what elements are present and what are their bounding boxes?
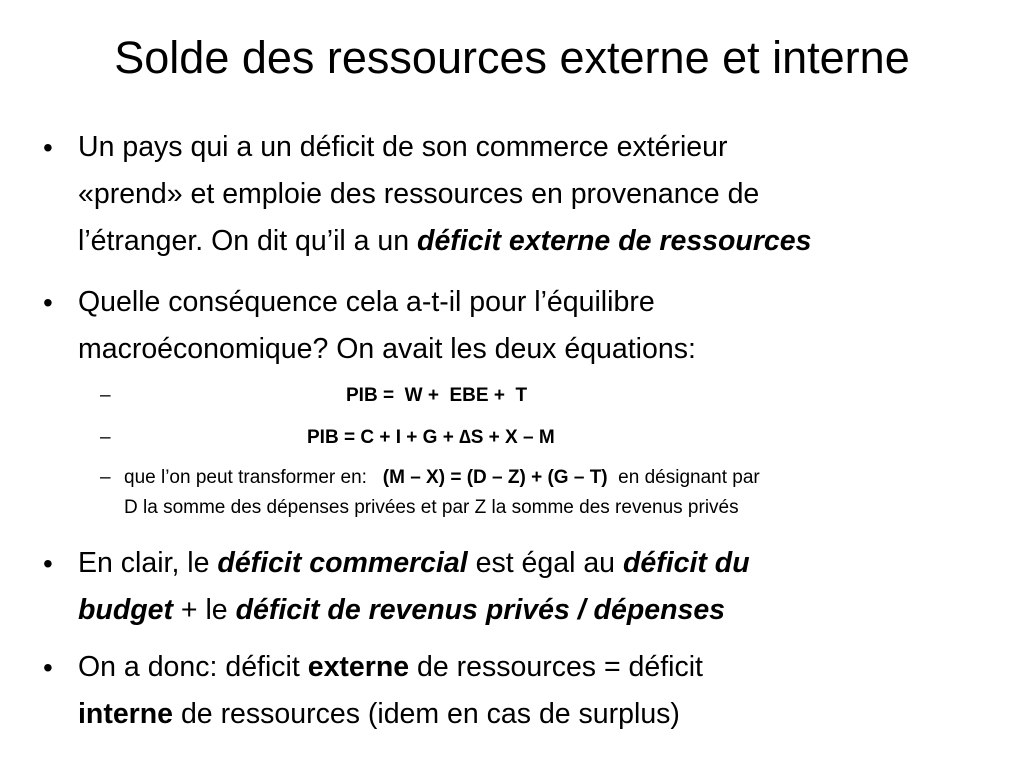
bullet-text-2 — [43, 279, 996, 373]
bullet-3-part-f: + le — [172, 594, 236, 626]
bullet-text-4 — [43, 644, 996, 738]
bullet-icon: • — [43, 287, 53, 318]
bullet-4-part-c: de ressources = déficit — [409, 651, 703, 683]
deficit-du-budget-emphasis-1: déficit du — [622, 547, 750, 579]
transformation-definition: D la somme des dépenses privées et par Z la somme des revenus privés — [124, 497, 739, 518]
bullet-item-3 — [43, 540, 996, 634]
bullet-2-line-2: macroéconomique? On avait les deux équations: — [78, 333, 696, 365]
bullet-icon: • — [43, 652, 53, 683]
bullet-4-part-e: de ressources (idem en cas de surplus) — [173, 698, 680, 730]
bullet-icon: • — [43, 548, 53, 579]
equation-pib-revenus: PIB = W + EBE + T — [346, 385, 528, 406]
deficit-externe-emphasis: déficit externe de ressources — [417, 225, 812, 257]
slide-title: Solde des ressources externe et interne — [114, 32, 910, 83]
dash-icon: – — [100, 427, 111, 448]
deficit-du-budget-emphasis-2: budget — [78, 594, 173, 626]
bullet-3-part-c: est égal au — [467, 547, 623, 579]
bullet-2-line-1: Quelle conséquence cela a-t-il pour l’équilibre — [78, 286, 655, 318]
equation-balance: (M – X) = (D – Z) + (G – T) — [382, 467, 608, 488]
bullet-3-part-a: En clair, le — [78, 547, 218, 579]
bullet-1-line-1: Un pays qui a un déficit de son commerce extérieur — [78, 131, 728, 163]
bullet-1-line-3: l’étranger. On dit qu’il a un — [78, 225, 418, 257]
externe-emphasis: externe — [307, 651, 410, 683]
bullet-item-2 — [43, 279, 996, 373]
deficit-revenus-prives-emphasis: déficit de revenus privés / dépenses — [235, 594, 726, 626]
bullet-text-3 — [43, 540, 996, 634]
sub-item-transformation — [100, 463, 996, 523]
dash-icon: – — [100, 385, 111, 406]
bullet-item-4 — [43, 644, 996, 738]
bullet-icon: • — [43, 132, 53, 163]
transformation-suffix: en désignant par — [607, 467, 760, 488]
bullet-1-line-2: «prend» et emploie des ressources en provenance de — [78, 178, 760, 210]
bullet-item-1 — [43, 124, 996, 265]
bullet-4-part-a: On a donc: déficit — [78, 651, 308, 683]
dash-icon: – — [100, 467, 111, 488]
deficit-commercial-emphasis: déficit commercial — [217, 547, 468, 579]
bullet-text-1 — [43, 124, 996, 265]
transformation-text — [100, 463, 996, 523]
interne-emphasis: interne — [78, 698, 174, 730]
equation-pib-emplois: PIB = C + I + G + ∆S + X – M — [307, 427, 555, 448]
transformation-intro: que l’on peut transformer en: — [124, 467, 383, 488]
